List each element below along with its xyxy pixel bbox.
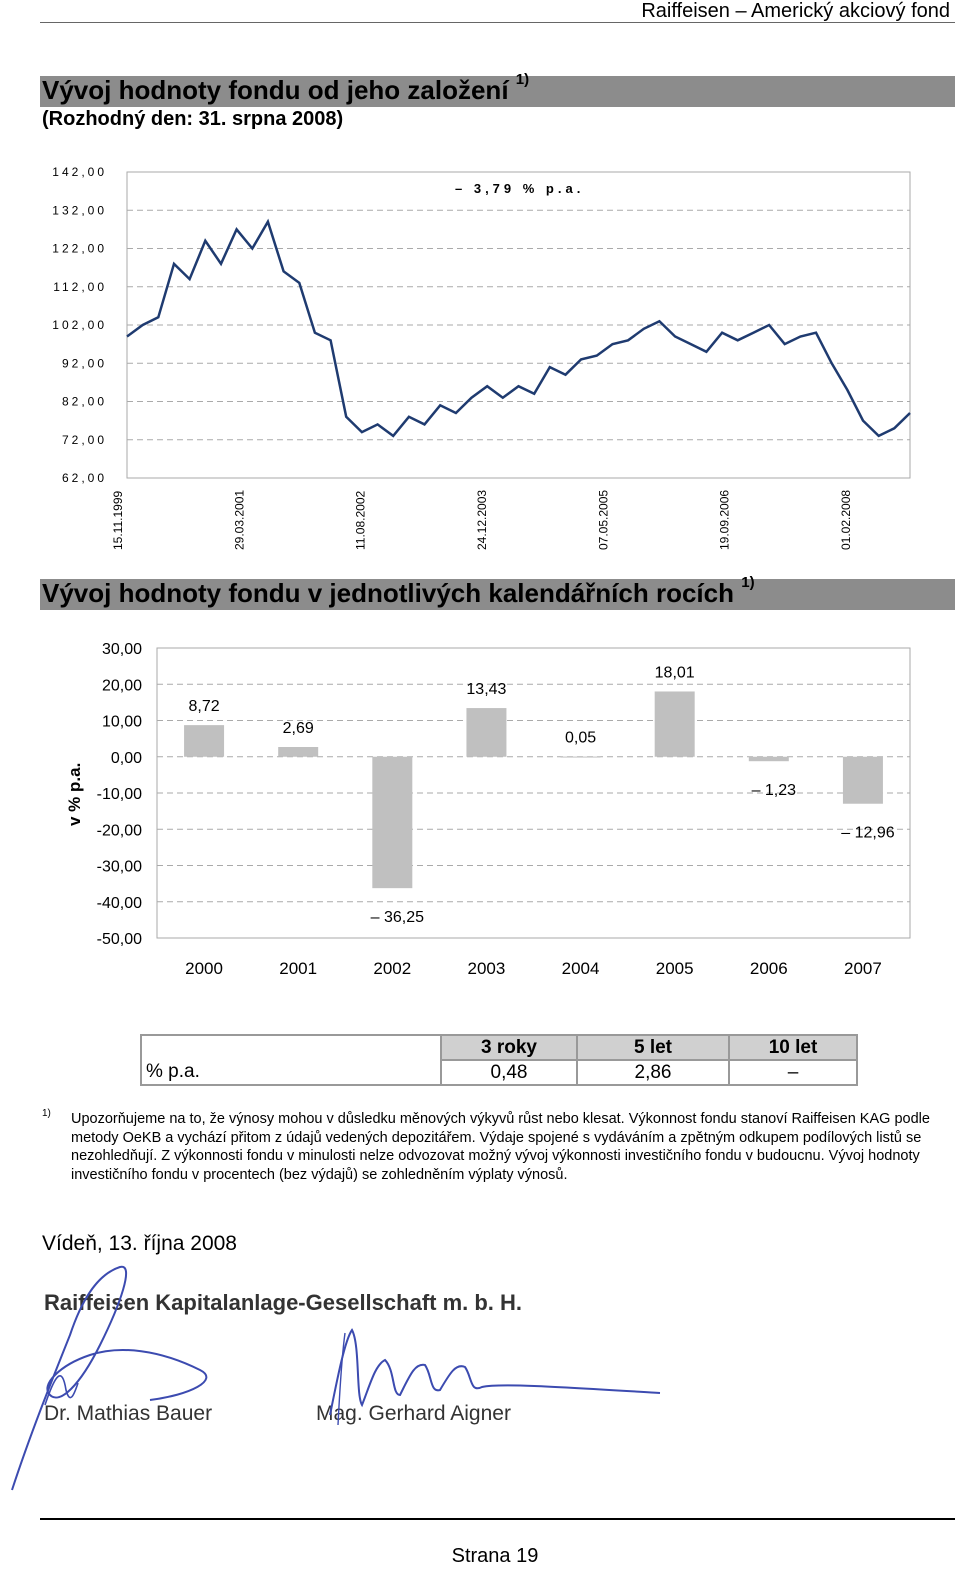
y-tick-label: 20,00: [101, 677, 142, 695]
chart-annotation: – 3,79 % p.a.: [455, 181, 585, 196]
y-tick-label: 10,00: [101, 713, 142, 731]
series-line: [127, 222, 910, 436]
y-tick-label: 82,00: [61, 394, 107, 409]
y-tick-label: 102,00: [52, 318, 107, 332]
x-tick-label: 24.12.2003: [475, 489, 489, 550]
footnote-text: Upozorňujeme na to, že výnosy mohou v důsledku měnových výkyvů růst nebo klesat. Výkonnost fondu stanoví Raiffeisen KAG podle metody OeKB a vychází přitom z údajů vedených depozitářem. Výdaje spojené s vydáváním a zpětným odkupem podílových listů se nezohledňují. Z výkonnosti fondu v minulosti nelze odvozovat možný vývoj výkonnosti investičního fondu v budoucnu. Vývoj hodnoty investičního fondu v procentech (bez výdajů) se zohledněním výplaty výnosů.: [71, 1111, 930, 1183]
table-row: [141, 1060, 857, 1085]
table-cell-10y: –: [729, 1060, 857, 1085]
x-tick-label: 2003: [467, 959, 506, 978]
table-row-label: % p.a.: [141, 1060, 441, 1085]
performance-table: [140, 1034, 858, 1086]
signer-name: Dr. Mathias Bauer: [44, 1402, 213, 1425]
data-label: 18,01: [654, 664, 695, 682]
footer-divider: [40, 1518, 955, 1520]
x-tick-label: 2005: [655, 959, 694, 978]
y-tick-label: 142,00: [52, 165, 107, 179]
y-tick-label: -30,00: [96, 858, 142, 876]
table-header-row: [141, 1035, 857, 1060]
bar: [655, 691, 695, 756]
y-tick-label: 62,00: [61, 471, 107, 485]
y-tick-label: 72,00: [61, 432, 107, 447]
bar: [372, 757, 412, 888]
data-label: 13,43: [466, 681, 507, 699]
bar: [278, 747, 318, 757]
y-tick-label: 132,00: [52, 203, 107, 218]
x-tick-label: 29.03.2001: [232, 489, 247, 550]
bar: [184, 725, 224, 757]
data-label: – 12,96: [841, 824, 895, 842]
x-tick-label: 11.08.2002: [353, 490, 368, 550]
x-tick-label: 2002: [373, 959, 412, 978]
page-number: Strana 19: [451, 1545, 539, 1567]
signature-2: [330, 1330, 660, 1415]
section2-title: Vývoj hodnoty fondu v jednotlivých kalendářních rocích: [42, 578, 734, 608]
data-label: – 1,23: [751, 782, 797, 800]
y-tick-label: -10,00: [96, 786, 142, 803]
data-label: 8,72: [188, 698, 220, 716]
x-tick-label: 15.11.1999: [111, 490, 125, 550]
section1-footnote-ref: 1): [515, 71, 530, 88]
bar: [561, 757, 601, 758]
y-tick-label: 92,00: [61, 356, 107, 371]
footnote-mark: 1): [42, 1108, 51, 1119]
table-header-5y: 5 let: [577, 1035, 729, 1060]
x-tick-label: 2004: [561, 959, 600, 978]
y-tick-label: -20,00: [96, 822, 142, 840]
bar: [749, 757, 789, 761]
signer-name: Mag. Gerhard Aigner: [316, 1402, 511, 1425]
table-corner: [141, 1035, 441, 1060]
header-title: Raiffeisen – Americký akciový fond: [641, 0, 950, 22]
company-name: Raiffeisen Kapitalanlage-Gesellschaft m. b. H.: [44, 1290, 523, 1315]
section1-subtitle: (Rozhodný den: 31. srpna 2008): [42, 108, 344, 130]
table-cell-5y: 2,86: [577, 1060, 729, 1085]
section2-footnote-ref: 1): [741, 574, 755, 591]
signature-2: [338, 1333, 345, 1425]
data-label: 2,69: [282, 719, 314, 737]
x-tick-label: 2001: [279, 959, 318, 978]
table-header-10y: 10 let: [729, 1035, 857, 1060]
bar: [843, 757, 883, 804]
x-tick-label: 07.05.2005: [596, 489, 611, 550]
table-header-3y: 3 roky: [441, 1035, 577, 1060]
y-tick-label: 122,00: [52, 241, 107, 256]
x-tick-label: 2006: [749, 959, 788, 978]
table-cell-3y: 0,48: [441, 1060, 577, 1085]
x-tick-label: 01.02.2008: [839, 489, 853, 550]
signature-1: [12, 1267, 206, 1490]
data-label: – 36,25: [370, 909, 425, 927]
y-tick-label: -50,00: [96, 931, 142, 948]
place-date: Vídeň, 13. října 2008: [42, 1232, 237, 1255]
y-tick-label: 30,00: [101, 641, 142, 658]
header-divider: [40, 22, 955, 23]
annual-returns-bar-chart: [0, 630, 960, 990]
x-tick-label: 19.09.2006: [717, 489, 732, 550]
y-axis-label: v % p.a.: [65, 762, 84, 826]
fund-value-line-chart: [0, 150, 960, 560]
bar: [466, 708, 506, 757]
section1-title: Vývoj hodnoty fondu od jeho založení: [42, 75, 509, 105]
y-tick-label: -40,00: [96, 894, 142, 912]
section2-title-wrap: [42, 574, 755, 609]
x-tick-label: 2007: [844, 959, 882, 978]
data-label: 0,05: [564, 729, 597, 747]
y-tick-label: 0,00: [110, 749, 142, 767]
x-tick-label: 2000: [185, 959, 223, 978]
y-tick-label: 112,00: [53, 279, 107, 294]
handwritten-signatures: [0, 1255, 700, 1505]
section1-title-wrap: [42, 71, 530, 106]
